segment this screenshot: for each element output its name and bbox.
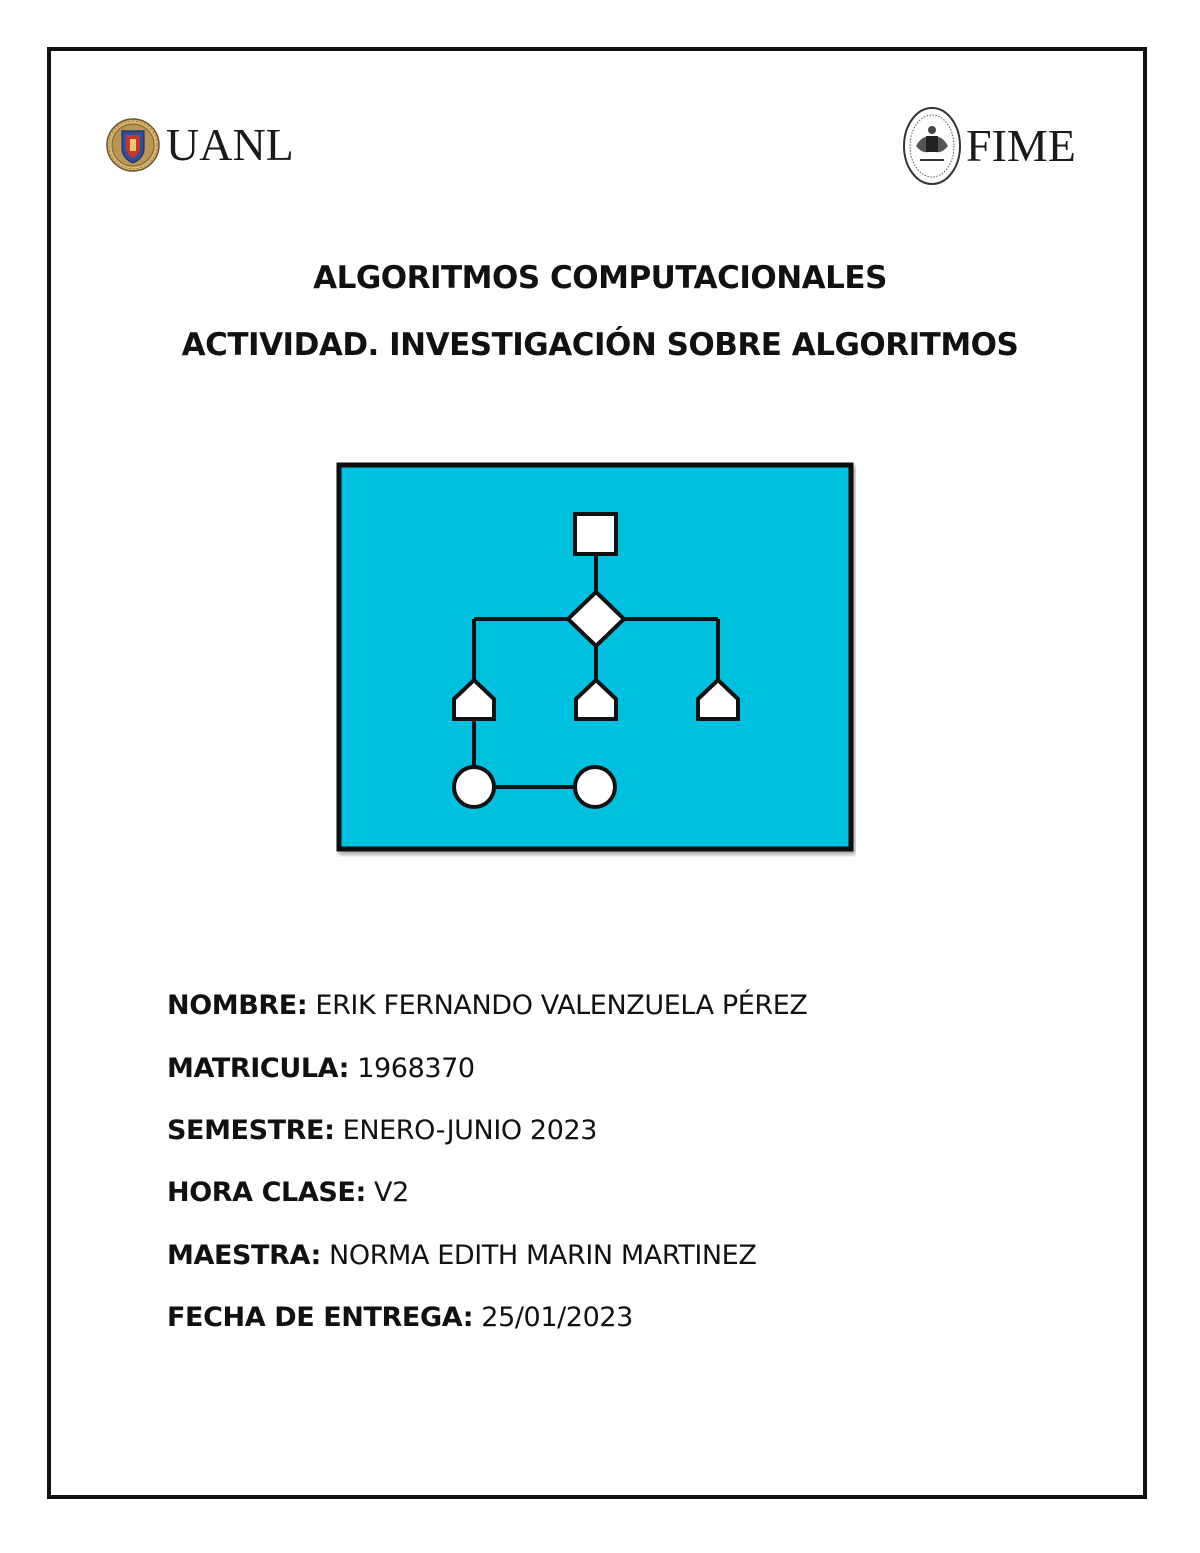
info-semestre: [167, 1115, 597, 1146]
fime-logo: [902, 104, 1076, 188]
diagram-process-box: [575, 514, 616, 554]
info-fecha-entrega-value: 25/01/2023: [473, 1302, 633, 1333]
diagram-circle-left: [454, 767, 494, 807]
activity-title: ACTIVIDAD. INVESTIGACIÓN SOBRE ALGORITMOS: [181, 327, 1019, 363]
uanl-logo: [106, 114, 294, 176]
course-title: ALGORITMOS COMPUTACIONALES: [313, 260, 887, 296]
info-hora-clase-label: HORA CLASE:: [167, 1177, 366, 1208]
info-hora-clase-value: V2: [365, 1177, 409, 1208]
info-nombre: [167, 990, 808, 1021]
info-maestra-value: NORMA EDITH MARIN MARTINEZ: [320, 1240, 757, 1271]
info-semestre-value: ENERO-JUNIO 2023: [334, 1115, 598, 1146]
info-maestra: [167, 1240, 756, 1271]
info-hora-clase: [167, 1177, 409, 1208]
uanl-logo-text: UANL: [166, 119, 294, 170]
uanl-seal-icon: [106, 118, 160, 172]
info-fecha-entrega: [167, 1302, 633, 1333]
info-semestre-label: SEMESTRE:: [167, 1115, 335, 1146]
info-matricula-value: 1968370: [349, 1053, 475, 1084]
info-fecha-entrega-label: FECHA DE ENTREGA:: [167, 1302, 474, 1333]
info-matricula-label: MATRICULA:: [167, 1053, 350, 1084]
info-maestra-label: MAESTRA:: [167, 1240, 321, 1271]
info-nombre-value: ERIK FERNANDO VALENZUELA PÉREZ: [307, 990, 808, 1021]
diagram-circle-right: [575, 767, 615, 807]
flowchart-icon: [336, 462, 856, 857]
info-matricula: [167, 1053, 475, 1084]
fime-seal-icon: [902, 106, 964, 186]
info-nombre-label: NOMBRE:: [167, 990, 308, 1021]
fime-logo-text: FIME: [966, 120, 1076, 171]
